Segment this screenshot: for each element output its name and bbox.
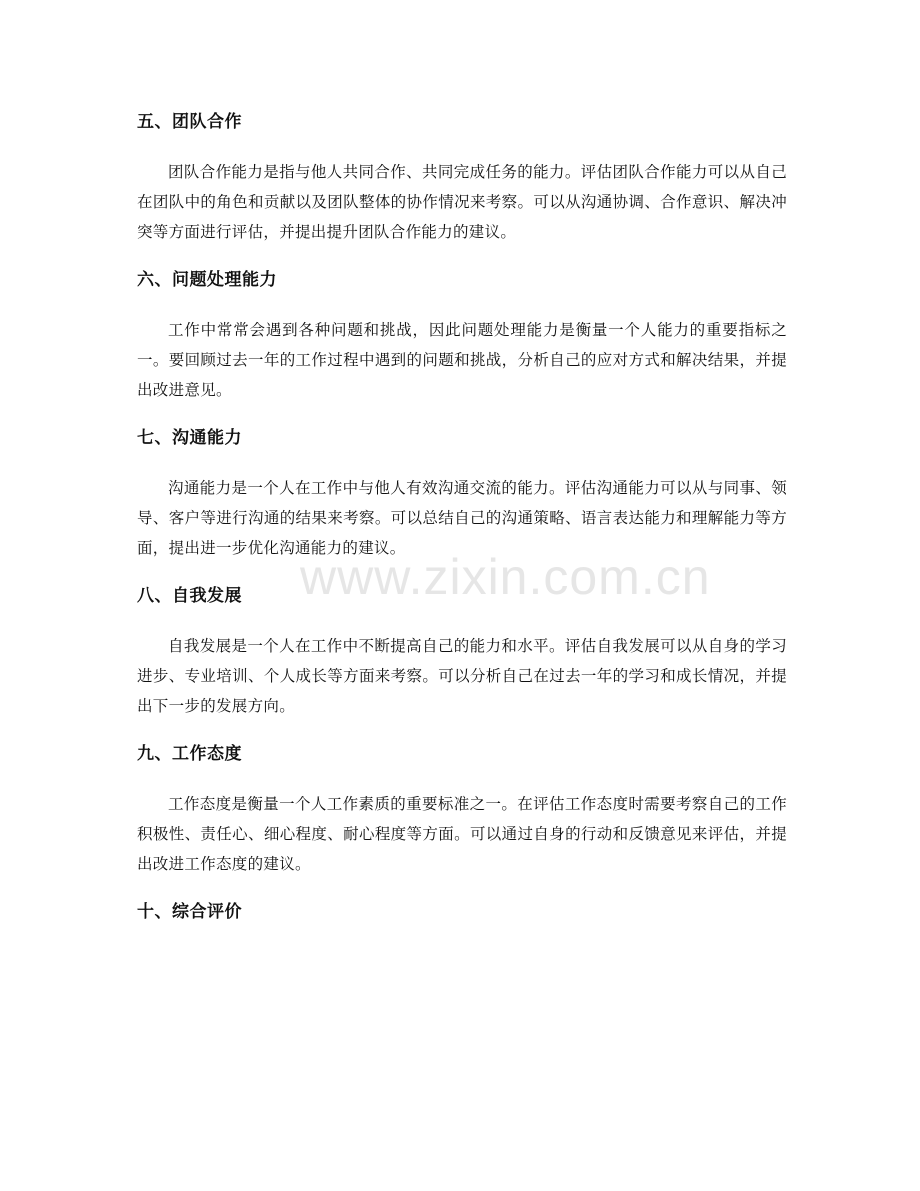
section-work-attitude <box>137 737 787 879</box>
section-heading: 六、问题处理能力 <box>137 270 277 290</box>
section-problem-solving <box>137 263 787 405</box>
section-paragraph: 自我发展是一个人在工作中不断提高自己的能力和水平。评估自我发展可以从自身的学习进步、专业培训、个人成长等方面来考察。可以分析自己在过去一年的学习和成长情况，并提出下一步的发展方向。 <box>137 637 787 715</box>
section-paragraph: 沟通能力是一个人在工作中与他人有效沟通交流的能力。评估沟通能力可以从与同事、领导、客户等进行沟通的结果来考察。可以总结自己的沟通策略、语言表达能力和理解能力等方面，提出进一步优化沟通能力的建议。 <box>137 479 787 557</box>
section-paragraph: 工作中常常会遇到各种问题和挑战，因此问题处理能力是衡量一个人能力的重要指标之一。要回顾过去一年的工作过程中遇到的问题和挑战，分析自己的应对方式和解决结果，并提出改进意见。 <box>137 321 787 399</box>
section-self-development <box>137 579 787 721</box>
section-heading: 七、沟通能力 <box>137 428 242 448</box>
watermark: www.zixin.com.cn <box>300 549 711 605</box>
section-communication <box>137 421 787 563</box>
section-overall-evaluation <box>137 895 787 929</box>
section-heading: 九、工作态度 <box>137 744 242 764</box>
document-content <box>137 105 787 947</box>
section-heading: 五、团队合作 <box>137 112 242 132</box>
section-paragraph: 团队合作能力是指与他人共同合作、共同完成任务的能力。评估团队合作能力可以从自己在团队中的角色和贡献以及团队整体的协作情况来考察。可以从沟通协调、合作意识、解决冲突等方面进行评估，并提出提升团队合作能力的建议。 <box>137 163 787 241</box>
section-heading: 十、综合评价 <box>137 902 242 922</box>
section-teamwork <box>137 105 787 247</box>
section-heading: 八、自我发展 <box>137 586 242 606</box>
section-paragraph: 工作态度是衡量一个人工作素质的重要标准之一。在评估工作态度时需要考察自己的工作积极性、责任心、细心程度、耐心程度等方面。可以通过自身的行动和反馈意见来评估，并提出改进工作态度的建议。 <box>137 795 787 873</box>
